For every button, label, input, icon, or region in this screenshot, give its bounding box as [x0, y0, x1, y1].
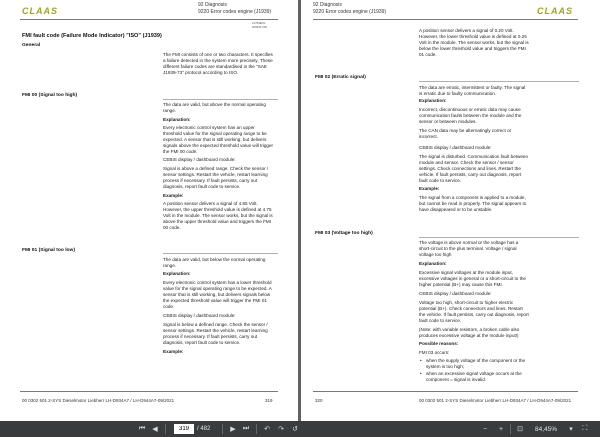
footer-doc-id: 00 0302 501 2-SYS Dieselmotor Liebherr LH-D934A7 / LH-D944A7-09/2021	[419, 398, 572, 403]
separator	[222, 424, 223, 434]
fullscreen-icon[interactable]: ⛶	[582, 425, 588, 432]
fmi00-description: The data are valid, but above the normal operating range.	[163, 102, 266, 114]
general-heading: General	[22, 43, 41, 48]
divider	[163, 253, 278, 254]
fmi01-heading: FMI 01 (Signal too low)	[22, 248, 75, 253]
fmi02-explanation: Incorrect, discontinuous or erratic data may cause communication faults between the module and the sensor or between modules.	[419, 107, 522, 125]
fmi02-cebis-text: The signal is disturbed. Communication fault between module and sensor. Check the sensor / sensor settings. Check connections and lines. Restart the vehicle. If fault persists, carry out diagnosis, report fault code to service.	[419, 154, 529, 184]
fmi03-explanation-heading: Explanation:	[419, 261, 447, 266]
fmi02-description: The data are erratic, intermittent or faulty. The signal is erratic due to faulty communication.	[419, 85, 526, 97]
fmi00-heading: FMI 00 (Signal too high)	[22, 93, 78, 98]
footer-rule	[20, 391, 278, 392]
fmi00-example-heading: Example:	[163, 193, 184, 198]
fmi03-heading: FMI 03 (Voltage too high)	[315, 231, 373, 236]
fmi02-explanation-heading: Explanation:	[419, 98, 447, 103]
document-page-left	[0, 0, 298, 421]
fmi01-example-text: A position sensor delivers a signal of 0.20 Volt. However, the lower threshold value is defined at 0.25 Volt in the module. The sensor works, but the signal is below the lower threshold value and triggers the FMI 01 code.	[419, 28, 529, 58]
fmi00-explanation: Every electronic control system has an upper threshold value for the signal operating range to be expected. A sensor that is still working, but delivers signals above the expected threshold value will trigger the FMI 00 code.	[163, 125, 274, 155]
page-title: FMI fault code (Failure Mode Indicator) "ISO" (J1939)	[22, 33, 162, 39]
previous-page-icon[interactable]: ◀	[152, 426, 158, 433]
footer-rule	[313, 391, 578, 392]
fmi02-can-note: The CAN data may be alternatingly correct or incorrect.	[419, 128, 512, 140]
fmi01-cebis-heading: CEBIS display / dashboard module:	[163, 313, 236, 318]
document-page-right	[301, 0, 600, 421]
fmi00-cebis-heading: CEBIS display / dashboard module:	[163, 157, 236, 162]
claas-logo: CLAAS	[537, 6, 573, 16]
fmi01-example-heading: Example:	[163, 349, 184, 354]
page-number: 320	[315, 398, 323, 403]
fmi00-explanation-heading: Explanation:	[163, 117, 191, 122]
separator	[256, 424, 257, 434]
zoom-out-icon[interactable]: −	[482, 425, 488, 433]
page-number: 319	[265, 398, 273, 403]
back-icon[interactable]: ↶	[264, 426, 270, 433]
fit-page-icon[interactable]: ⊡	[517, 426, 523, 433]
next-page-icon[interactable]: ▶	[230, 426, 236, 433]
reason-bullet-1: • when the supply voltage of the component or the system is too high;	[426, 358, 525, 370]
claas-logo: CLAAS	[22, 6, 58, 16]
header-subchapter: 9220 Error codes engine (J1939)	[313, 9, 387, 15]
fmi00-example: A position sensor delivers a signal of 4.85 Volt. However, the upper threshold value is defined at 4.75 Volt in the module. The sensor works, but the signal is above the upper threshold value and triggers the FMI 00 code.	[163, 201, 273, 231]
fmi02-cebis-heading: CEBIS display / dashboard module:	[419, 145, 492, 150]
header-rule	[313, 19, 578, 20]
first-page-icon[interactable]: ⏮	[138, 425, 146, 432]
doc-code-1: 21784ENV	[252, 21, 266, 25]
divider	[163, 99, 278, 100]
fmi01-description: The data are valid, but below the normal operating range.	[163, 257, 266, 269]
header-rule	[20, 19, 278, 20]
separator	[165, 424, 166, 434]
reason-bullet-2: • when an excessive signal voltage occurs at the component = signal is invalid.	[426, 371, 522, 383]
zoom-level[interactable]: 84,45%	[535, 425, 558, 433]
header-chapter: 92 Diagnosis	[313, 2, 342, 8]
page-number-input[interactable]	[174, 424, 194, 434]
fmi03-occurs: FMI 03 occurs:	[419, 350, 450, 355]
viewer-toolbar	[0, 421, 600, 437]
fmi03-description: The voltage is above normal or the voltage has a short-circuit to the plus terminal. Voltage / signal voltage too high	[419, 240, 519, 258]
total-pages-label: / 482	[197, 426, 211, 432]
divider	[419, 81, 579, 82]
fmi02-example: The signal from a component is applied to a module, but cannot be read in properly. The signal appears to have disappeared or to be unstable.	[419, 195, 527, 213]
header-chapter: 92 Diagnosis	[198, 2, 227, 8]
fmi00-cebis-text: Signal is above a defined range. Check the sensor / sensor settings. Restart the vehicle, restart learning process if necessary. If fault persists, carry out diagnosis, report fault code to service.	[163, 166, 269, 190]
doc-code-2: 20060F 002	[252, 25, 267, 29]
footer-doc-id: 00 0302 501 2-SYS Dieselmotor Liebherr LH-D934A7 / LH-D944A7-09/2021	[22, 398, 175, 403]
separator	[510, 424, 511, 434]
possible-reasons-heading: Possible reasons:	[419, 341, 459, 346]
fmi01-cebis-text: Signal is below a defined range. Check the sensor / sensor settings. Restart the vehicle, restart learning process if necessary. If fault persists, carry out diagnosis, report fault code to service.	[163, 322, 268, 346]
fmi01-explanation-heading: Explanation:	[163, 271, 191, 276]
fmi03-cebis-heading: CEBIS display / dashboard module:	[419, 291, 492, 296]
fmi03-explanation: Excessive signal voltages at the module input, excessive voltages in general or a short-circuit to the higher potential (B+) may cause this FMI.	[419, 270, 526, 288]
history-icon[interactable]: ↺	[292, 426, 298, 433]
zoom-in-icon[interactable]: +	[498, 425, 504, 433]
fmi03-note: (Note: with variable resistors, a broken cable also produces excessive voltage at the module input!)	[419, 327, 520, 339]
fmi01-explanation: Every electronic control system has a lower threshold value for the signal operating range to be expected. A sensor that is still working, but delivers signals below the expected threshold value will trigger the FMI 01 code.	[163, 280, 272, 310]
zoom-dropdown-icon[interactable]: ▾	[569, 426, 573, 433]
divider	[419, 237, 579, 238]
fmi02-example-heading: Example:	[419, 186, 440, 191]
general-text: The FMI consists of one or two characters. It specifies a failure detected in the system more precisely. These different failure codes are standardised in the "SAE J1939-73" protocol according to ISO.	[163, 52, 273, 76]
fmi03-cebis-text: Voltage too high, short-circuit to higher electric potential (B+). Check connectors and lines. Restart the vehicle. If fault persists, carry out diagnosis, report fault code to service.	[419, 300, 529, 324]
fmi02-heading: FMI 02 (Erratic signal)	[315, 75, 366, 80]
last-page-icon[interactable]: ⏭	[242, 425, 250, 432]
header-subchapter: 9220 Error codes engine (J1939)	[198, 9, 272, 15]
forward-icon[interactable]: ↷	[278, 426, 284, 433]
